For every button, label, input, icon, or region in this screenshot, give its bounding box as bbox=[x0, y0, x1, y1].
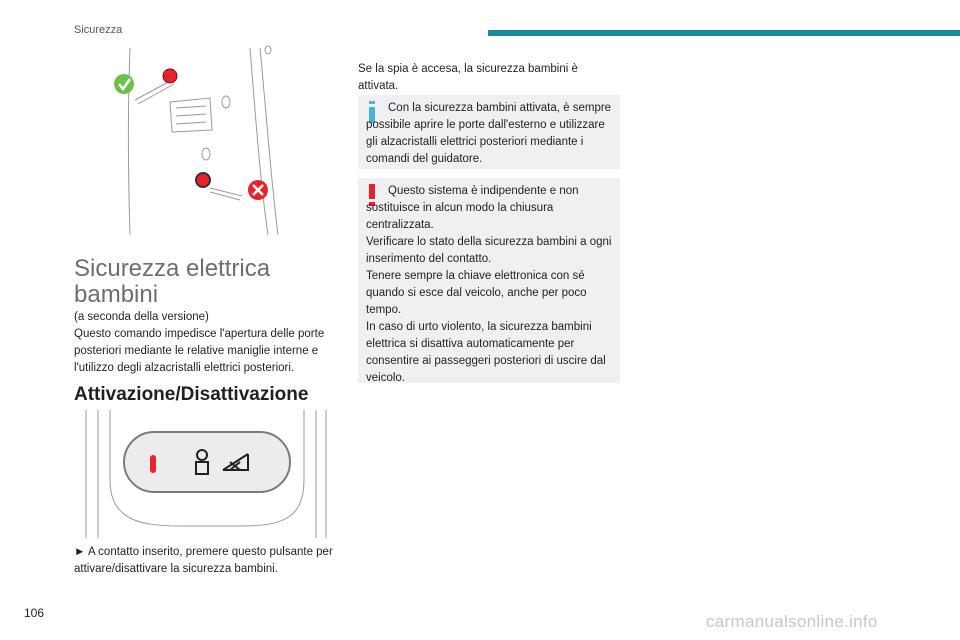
info-note-box bbox=[358, 95, 620, 169]
header-accent-bar bbox=[488, 30, 960, 36]
subsection-title: Attivazione/Disattivazione bbox=[74, 384, 309, 405]
warning-box bbox=[358, 178, 620, 383]
warning-text bbox=[366, 183, 614, 387]
door-lock-illustration bbox=[110, 40, 300, 240]
warning-paragraph: Verificare lo stato della sicurezza bambini a ogni inserimento del contatto. bbox=[366, 236, 612, 265]
warning-paragraph: Tenere sempre la chiave elettronica con sé quando si esce dal veicolo, anche per poco tempo. bbox=[366, 270, 587, 316]
check-icon bbox=[114, 74, 134, 94]
intro-line-version: (a seconda della versione) bbox=[74, 311, 209, 323]
child-lock-button-illustration bbox=[80, 410, 330, 538]
step-instruction: ► A contatto inserito, premere questo pulsante per attivare/disattivare la sicurezza bambini. bbox=[74, 546, 333, 575]
status-light-text: Se la spia è accesa, la sicurezza bambini è attivata. bbox=[358, 63, 578, 92]
watermark: carmanualsonline.info bbox=[706, 612, 878, 631]
page-number: 106 bbox=[24, 606, 45, 620]
info-note-text: Con la sicurezza bambini attivata, è sempre possibile aprire le porte dall'esterno e utilizzare gli alzacristalli elettrici posteriori mediante i comandi del guidatore. bbox=[366, 102, 612, 165]
warning-paragraph: Questo sistema è indipendente e non sostituisce in alcun modo la chiusura centralizzata. bbox=[366, 185, 579, 231]
intro-paragraph bbox=[74, 309, 336, 377]
section-label: Sicurezza bbox=[74, 24, 123, 36]
intro-line-description: Questo comando impedisce l'apertura delle porte posteriori mediante le relative maniglie interne e l'utilizzo degli alzacristalli elettrici posteriori. bbox=[74, 328, 325, 374]
warning-paragraph: In caso di urto violento, la sicurezza bambini elettrica si disattiva automaticamente per consentire ai passeggeri posteriori di uscire dal veicolo. bbox=[366, 321, 606, 384]
section-title: Sicurezza elettrica bambini bbox=[74, 255, 271, 308]
